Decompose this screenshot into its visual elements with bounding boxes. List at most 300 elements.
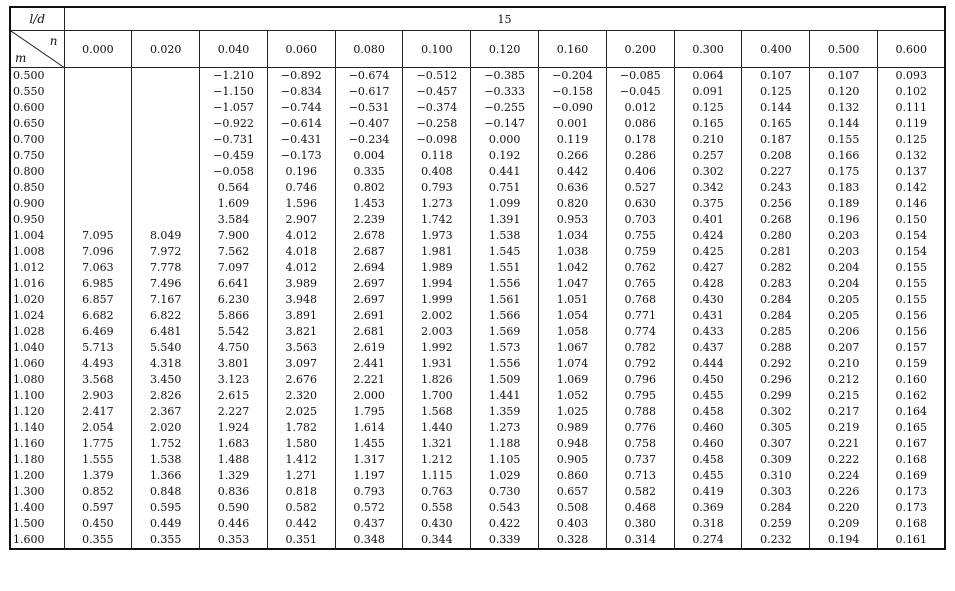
table-cell: 0.746 [267, 180, 335, 196]
n-value-header: 0.060 [267, 31, 335, 68]
table-cell: 0.157 [878, 340, 946, 356]
table-cell: 0.351 [267, 532, 335, 549]
table-cell: 0.771 [606, 308, 674, 324]
table-cell: 6.822 [132, 308, 200, 324]
table-cell: 0.788 [606, 404, 674, 420]
table-cell: 0.118 [403, 148, 471, 164]
table-cell: −0.258 [403, 116, 471, 132]
table-cell: 0.762 [606, 260, 674, 276]
table-cell: 0.259 [742, 516, 810, 532]
table-cell: 0.266 [539, 148, 607, 164]
table-cell: 0.192 [471, 148, 539, 164]
table-cell: 1.273 [471, 420, 539, 436]
table-cell: 0.168 [878, 452, 946, 468]
table-cell: 1.555 [64, 452, 132, 468]
table-cell: 0.455 [674, 468, 742, 484]
table-cell: 0.168 [878, 516, 946, 532]
table-cell: 0.206 [810, 324, 878, 340]
table-cell: 0.155 [878, 276, 946, 292]
table-cell: 7.496 [132, 276, 200, 292]
table-cell: 0.768 [606, 292, 674, 308]
table-cell: 0.427 [674, 260, 742, 276]
table-cell: 1.999 [403, 292, 471, 308]
table-cell: 0.146 [878, 196, 946, 212]
table-cell: 1.609 [200, 196, 268, 212]
table-cell [132, 180, 200, 196]
table-cell: 0.296 [742, 372, 810, 388]
table-cell: 1.042 [539, 260, 607, 276]
table-cell: 0.444 [674, 356, 742, 372]
table-cell: 0.132 [810, 100, 878, 116]
table-cell [64, 196, 132, 212]
table-cell: 2.002 [403, 308, 471, 324]
table-cell [64, 100, 132, 116]
table-cell: 0.125 [742, 84, 810, 100]
table-cell: 3.891 [267, 308, 335, 324]
table-cell: −0.512 [403, 68, 471, 85]
table-cell: 0.353 [200, 532, 268, 549]
table-cell: 1.038 [539, 244, 607, 260]
table-cell: 0.314 [606, 532, 674, 549]
table-cell: 6.469 [64, 324, 132, 340]
table-cell: 0.187 [742, 132, 810, 148]
table-cell: 0.282 [742, 260, 810, 276]
table-cell: 0.759 [606, 244, 674, 260]
table-cell: 1.188 [471, 436, 539, 452]
table-cell: 0.437 [335, 516, 403, 532]
table-cell: 1.752 [132, 436, 200, 452]
table-cell: 1.569 [471, 324, 539, 340]
table-cell: 3.123 [200, 372, 268, 388]
table-cell: 0.307 [742, 436, 810, 452]
n-value-header: 0.120 [471, 31, 539, 68]
n-value-header: 0.100 [403, 31, 471, 68]
table-cell: 0.339 [471, 532, 539, 549]
table-cell: −0.744 [267, 100, 335, 116]
table-cell: 0.226 [810, 484, 878, 500]
table-cell: 2.054 [64, 420, 132, 436]
table-cell: −0.385 [471, 68, 539, 85]
table-cell: 0.203 [810, 244, 878, 260]
table-cell: 0.281 [742, 244, 810, 260]
table-cell: 0.793 [335, 484, 403, 500]
m-value-cell: 1.060 [10, 356, 64, 372]
table-cell: 0.309 [742, 452, 810, 468]
table-row [10, 468, 945, 484]
table-cell: −0.457 [403, 84, 471, 100]
table-cell: 6.857 [64, 292, 132, 308]
table-cell: 1.025 [539, 404, 607, 420]
table-cell: −0.922 [200, 116, 268, 132]
n-value-header: 0.300 [674, 31, 742, 68]
table-cell: 1.317 [335, 452, 403, 468]
table-cell: 5.540 [132, 340, 200, 356]
table-cell: 0.441 [471, 164, 539, 180]
table-cell: 1.074 [539, 356, 607, 372]
m-label: m [15, 51, 27, 65]
table-cell: 0.793 [403, 180, 471, 196]
table-cell: 0.220 [810, 500, 878, 516]
table-cell: 0.161 [878, 532, 946, 549]
table-cell: 0.093 [878, 68, 946, 85]
table-cell: 0.169 [878, 468, 946, 484]
table-cell: 0.419 [674, 484, 742, 500]
table-cell: 1.115 [403, 468, 471, 484]
table-cell: 3.584 [200, 212, 268, 228]
table-cell: 0.582 [267, 500, 335, 516]
table-cell: 2.678 [335, 228, 403, 244]
table-cell: 1.359 [471, 404, 539, 420]
n-header-row [10, 31, 945, 68]
table-cell: 0.207 [810, 340, 878, 356]
table-cell: 0.468 [606, 500, 674, 516]
table-cell: 1.551 [471, 260, 539, 276]
table-cell: 0.431 [674, 308, 742, 324]
table-cell: 0.215 [810, 388, 878, 404]
m-value-cell: 1.020 [10, 292, 64, 308]
table-cell: 0.160 [878, 372, 946, 388]
table-cell: 5.866 [200, 308, 268, 324]
table-cell: 0.286 [606, 148, 674, 164]
table-cell: 1.596 [267, 196, 335, 212]
table-cell: 2.694 [335, 260, 403, 276]
table-cell: 0.212 [810, 372, 878, 388]
table-cell: 7.972 [132, 244, 200, 260]
table-cell: 0.137 [878, 164, 946, 180]
table-cell: 0.369 [674, 500, 742, 516]
table-cell: 0.155 [878, 260, 946, 276]
table-cell: 0.737 [606, 452, 674, 468]
table-cell: 0.820 [539, 196, 607, 212]
table-cell: 0.284 [742, 500, 810, 516]
table-cell: 0.564 [200, 180, 268, 196]
table-cell: 1.566 [471, 308, 539, 324]
table-cell: −0.431 [267, 132, 335, 148]
table-cell: 0.442 [267, 516, 335, 532]
table-row [10, 164, 945, 180]
table-cell: 0.597 [64, 500, 132, 516]
table-cell: 1.683 [200, 436, 268, 452]
table-cell: 1.212 [403, 452, 471, 468]
table-cell: 0.257 [674, 148, 742, 164]
table-cell: 7.063 [64, 260, 132, 276]
table-row [10, 388, 945, 404]
table-cell: 0.222 [810, 452, 878, 468]
table-cell: 2.687 [335, 244, 403, 260]
table-cell: 1.538 [132, 452, 200, 468]
table-cell: 0.000 [471, 132, 539, 148]
table-cell: −0.374 [403, 100, 471, 116]
table-cell: 0.458 [674, 452, 742, 468]
corner-cell [10, 31, 64, 68]
table-cell: 0.280 [742, 228, 810, 244]
table-row [10, 356, 945, 372]
table-cell: 2.441 [335, 356, 403, 372]
table-cell: 6.641 [200, 276, 268, 292]
table-cell: 0.305 [742, 420, 810, 436]
table-cell: −0.333 [471, 84, 539, 100]
table-row [10, 148, 945, 164]
table-cell: 1.992 [403, 340, 471, 356]
table-row [10, 340, 945, 356]
table-cell: 0.792 [606, 356, 674, 372]
table-cell: 0.796 [606, 372, 674, 388]
table-cell: 0.328 [539, 532, 607, 549]
table-row [10, 132, 945, 148]
table-cell: 7.096 [64, 244, 132, 260]
table-cell: 0.243 [742, 180, 810, 196]
table-cell: 2.003 [403, 324, 471, 340]
table-cell: 0.355 [132, 532, 200, 549]
m-value-cell: 0.600 [10, 100, 64, 116]
table-cell: 1.538 [471, 228, 539, 244]
table-cell: 1.047 [539, 276, 607, 292]
table-cell: 0.310 [742, 468, 810, 484]
table-cell: 1.197 [335, 468, 403, 484]
table-cell [64, 84, 132, 100]
table-cell: 0.425 [674, 244, 742, 260]
table-cell: 0.342 [674, 180, 742, 196]
table-cell: 0.403 [539, 516, 607, 532]
table-cell: 1.453 [335, 196, 403, 212]
table-row [10, 324, 945, 340]
table-cell: 1.782 [267, 420, 335, 436]
table-cell: 1.973 [403, 228, 471, 244]
table-cell: 0.713 [606, 468, 674, 484]
table-cell: −0.255 [471, 100, 539, 116]
n-value-header: 0.000 [64, 31, 132, 68]
table-cell: 0.795 [606, 388, 674, 404]
table-cell: 3.450 [132, 372, 200, 388]
m-value-cell: 1.008 [10, 244, 64, 260]
table-cell: 1.054 [539, 308, 607, 324]
table-cell: 8.049 [132, 228, 200, 244]
table-cell: 0.905 [539, 452, 607, 468]
table-cell: 3.801 [200, 356, 268, 372]
table-cell: 1.321 [403, 436, 471, 452]
m-value-cell: 1.040 [10, 340, 64, 356]
table-cell [132, 116, 200, 132]
n-value-header: 0.600 [878, 31, 946, 68]
m-value-cell: 0.550 [10, 84, 64, 100]
table-cell: 0.155 [810, 132, 878, 148]
table-cell: 2.619 [335, 340, 403, 356]
table-cell: 1.981 [403, 244, 471, 260]
table-row [10, 308, 945, 324]
table-cell: 0.173 [878, 500, 946, 516]
m-value-cell: 1.600 [10, 532, 64, 549]
table-cell: 1.826 [403, 372, 471, 388]
table-cell [64, 148, 132, 164]
table-cell: 0.165 [674, 116, 742, 132]
table-cell: −0.614 [267, 116, 335, 132]
table-cell: 0.283 [742, 276, 810, 292]
table-cell: 2.903 [64, 388, 132, 404]
table-cell: 1.069 [539, 372, 607, 388]
table-cell: 1.455 [335, 436, 403, 452]
table-cell: 0.989 [539, 420, 607, 436]
table-cell: 1.742 [403, 212, 471, 228]
table-cell: 0.572 [335, 500, 403, 516]
table-cell: 1.931 [403, 356, 471, 372]
table-cell: 1.561 [471, 292, 539, 308]
table-cell [64, 68, 132, 85]
table-cell: −0.234 [335, 132, 403, 148]
table-cell: 2.826 [132, 388, 200, 404]
m-value-cell: 0.650 [10, 116, 64, 132]
table-cell: 0.657 [539, 484, 607, 500]
m-value-cell: 1.012 [10, 260, 64, 276]
table-cell: 0.758 [606, 436, 674, 452]
m-value-cell: 1.100 [10, 388, 64, 404]
table-cell: 1.029 [471, 468, 539, 484]
table-cell: 1.795 [335, 404, 403, 420]
table-cell: 1.034 [539, 228, 607, 244]
table-cell: 0.268 [742, 212, 810, 228]
m-value-cell: 0.900 [10, 196, 64, 212]
table-cell: 0.173 [878, 484, 946, 500]
table-cell: 0.144 [742, 100, 810, 116]
table-cell: 0.460 [674, 436, 742, 452]
table-cell: 0.428 [674, 276, 742, 292]
table-row [10, 404, 945, 420]
table-cell: 0.144 [810, 116, 878, 132]
table-row [10, 68, 945, 85]
table-row [10, 452, 945, 468]
table-cell: 3.821 [267, 324, 335, 340]
table-row [10, 212, 945, 228]
table-cell: 1.052 [539, 388, 607, 404]
table-cell: −0.204 [539, 68, 607, 85]
table-cell: 0.217 [810, 404, 878, 420]
table-cell: 0.205 [810, 292, 878, 308]
table-cell: −1.057 [200, 100, 268, 116]
table-cell: 0.774 [606, 324, 674, 340]
table-cell: 2.227 [200, 404, 268, 420]
table-cell: 0.232 [742, 532, 810, 549]
m-value-cell: 1.024 [10, 308, 64, 324]
table-cell: 0.165 [878, 420, 946, 436]
table-row [10, 420, 945, 436]
n-value-header: 0.020 [132, 31, 200, 68]
table-cell: −0.459 [200, 148, 268, 164]
table-row [10, 436, 945, 452]
table-cell: 0.166 [810, 148, 878, 164]
table-cell: 0.543 [471, 500, 539, 516]
table-cell: 0.274 [674, 532, 742, 549]
table-cell [64, 212, 132, 228]
table-cell: 0.224 [810, 468, 878, 484]
m-value-cell: 1.080 [10, 372, 64, 388]
table-cell: 0.836 [200, 484, 268, 500]
table-cell [132, 132, 200, 148]
table-cell: 0.703 [606, 212, 674, 228]
table-cell: 0.401 [674, 212, 742, 228]
table-row [10, 180, 945, 196]
table-cell: 1.329 [200, 468, 268, 484]
n-value-header: 0.200 [606, 31, 674, 68]
table-cell [64, 164, 132, 180]
table-cell [132, 164, 200, 180]
table-cell: 0.437 [674, 340, 742, 356]
table-cell: 1.051 [539, 292, 607, 308]
table-cell: 0.860 [539, 468, 607, 484]
table-cell: 0.125 [674, 100, 742, 116]
table-cell: −0.617 [335, 84, 403, 100]
table-cell: −0.531 [335, 100, 403, 116]
table-cell: 0.167 [878, 436, 946, 452]
table-cell: 0.424 [674, 228, 742, 244]
n-value-header: 0.080 [335, 31, 403, 68]
table-cell: 0.164 [878, 404, 946, 420]
table-cell [132, 148, 200, 164]
table-cell: 4.012 [267, 228, 335, 244]
table-cell: 1.441 [471, 388, 539, 404]
table-cell [64, 132, 132, 148]
table-row [10, 228, 945, 244]
table-cell: −0.674 [335, 68, 403, 85]
table-cell: 1.391 [471, 212, 539, 228]
table-cell: 1.556 [471, 356, 539, 372]
table-cell: 0.302 [674, 164, 742, 180]
table-cell [132, 84, 200, 100]
table-cell: 0.165 [742, 116, 810, 132]
table-cell: 1.556 [471, 276, 539, 292]
table-cell: 0.156 [878, 324, 946, 340]
table-body [10, 68, 945, 550]
table-cell: 0.102 [878, 84, 946, 100]
coefficient-table [9, 6, 946, 550]
table-cell: 0.776 [606, 420, 674, 436]
table-cell: 0.582 [606, 484, 674, 500]
table-cell: 0.175 [810, 164, 878, 180]
table-cell: 1.273 [403, 196, 471, 212]
table-cell: 0.442 [539, 164, 607, 180]
table-cell: 1.989 [403, 260, 471, 276]
group-value-header: 15 [64, 7, 945, 31]
table-cell: 0.091 [674, 84, 742, 100]
table-cell: 0.848 [132, 484, 200, 500]
table-cell: 0.595 [132, 500, 200, 516]
table-cell: 2.697 [335, 292, 403, 308]
table-cell: 0.430 [403, 516, 471, 532]
table-cell: 0.292 [742, 356, 810, 372]
table-cell: 0.433 [674, 324, 742, 340]
table-cell: 2.020 [132, 420, 200, 436]
m-value-cell: 1.300 [10, 484, 64, 500]
m-value-cell: 1.400 [10, 500, 64, 516]
table-cell: 0.852 [64, 484, 132, 500]
table-cell: 6.230 [200, 292, 268, 308]
table-cell: 4.750 [200, 340, 268, 356]
table-cell: 4.018 [267, 244, 335, 260]
table-cell: 0.765 [606, 276, 674, 292]
table-cell: 7.097 [200, 260, 268, 276]
table-cell: 0.730 [471, 484, 539, 500]
table-cell: 0.558 [403, 500, 471, 516]
m-value-cell: 0.700 [10, 132, 64, 148]
table-cell: 0.818 [267, 484, 335, 500]
table-cell: −0.834 [267, 84, 335, 100]
table-cell: 0.285 [742, 324, 810, 340]
table-row [10, 484, 945, 500]
table-cell: 7.095 [64, 228, 132, 244]
table-cell: 3.563 [267, 340, 335, 356]
table-cell: 0.449 [132, 516, 200, 532]
table-cell: 0.001 [539, 116, 607, 132]
table-cell: 1.271 [267, 468, 335, 484]
table-cell: 0.782 [606, 340, 674, 356]
